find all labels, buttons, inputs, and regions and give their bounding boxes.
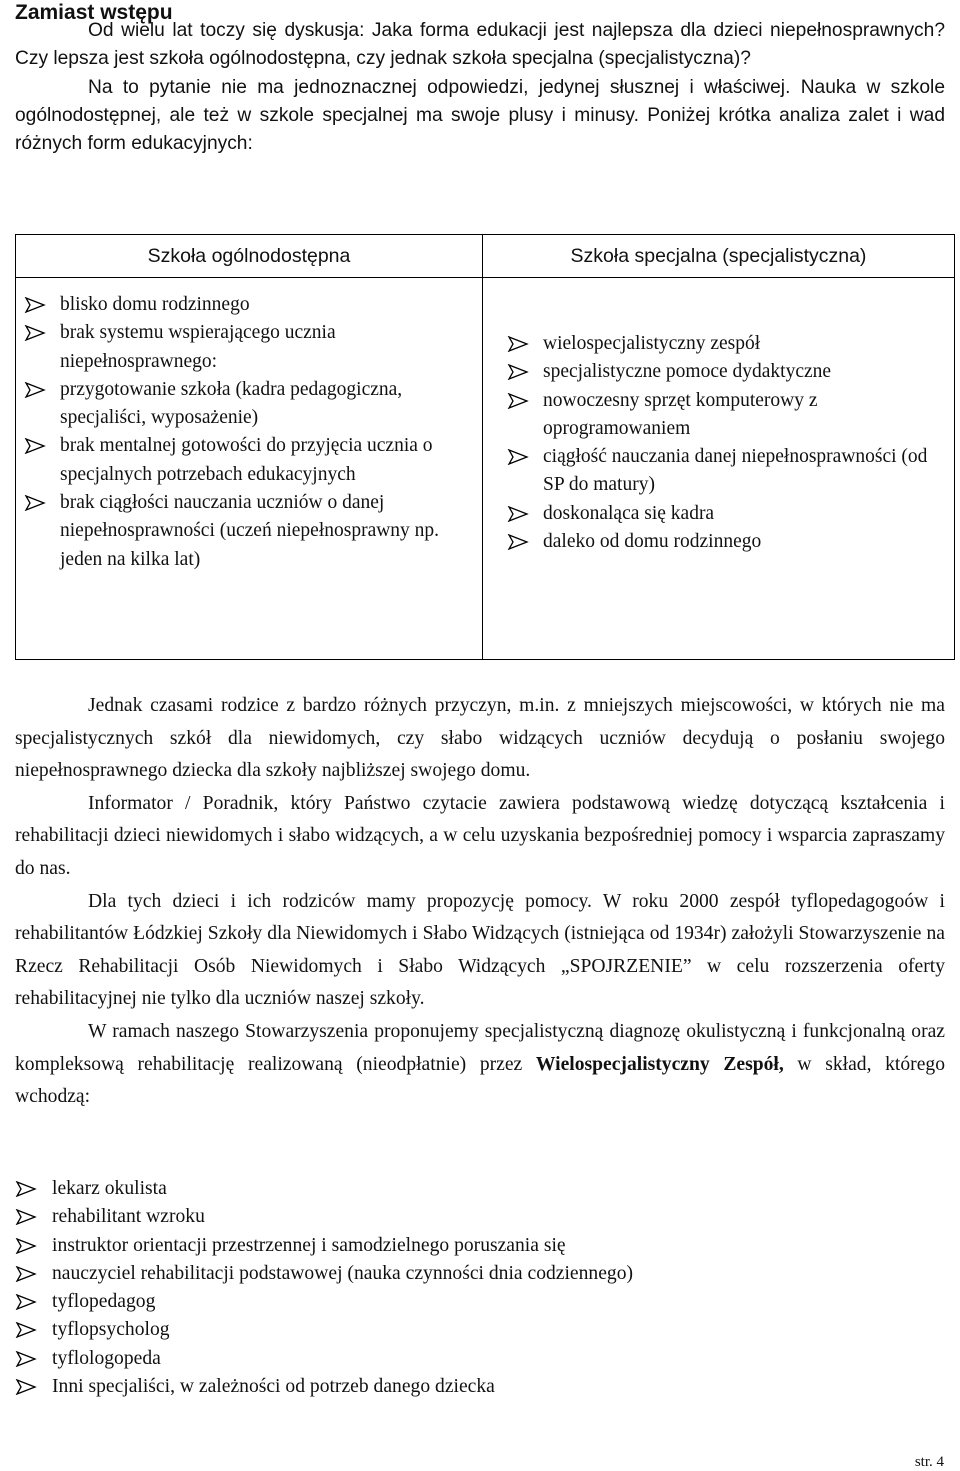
list-item: rehabilitant wzroku [15,1203,633,1231]
arrowhead-bullet-icon [15,1379,37,1395]
body-paragraph-1: Jednak czasami rodzice z bardzo różnych przyczyn, m.in. z mniejszych miejscowości, w których nie ma specjalistycznych szkół dla niewidomych, czy słabo widzących uczniów decydują o posłaniu swojego niepełnosprawnego dziecka dla szkoły najbliższej swojego domu. [15,695,945,782]
team-list [15,1175,633,1401]
list-item: doskonaląca się kadra [499,500,934,528]
right-column-list [483,278,954,556]
comparison-table [15,234,955,660]
body-section [15,690,945,1114]
arrowhead-bullet-icon [24,495,46,511]
list-item: przygotowanie szkoła (kadra pedagogiczna, specjaliści, wyposażenie) [16,376,452,433]
left-column-list [16,278,482,574]
arrowhead-bullet-icon [15,1209,37,1225]
arrowhead-bullet-icon [24,325,46,341]
arrowhead-bullet-icon [507,506,529,522]
list-item: tyflopedagog [15,1288,633,1316]
list-item: tyflopsycholog [15,1316,633,1344]
list-item: daleko od domu rodzinnego [499,528,934,556]
list-item: wielospecjalistyczny zespół [499,330,934,358]
left-column-header: Szkoła ogólnodostępna [16,235,483,278]
page-number: str. 4 [914,1454,944,1470]
arrowhead-bullet-icon [24,438,46,454]
list-item: specjalistyczne pomoce dydaktyczne [499,358,934,386]
arrowhead-bullet-icon [15,1322,37,1338]
intro-section [15,17,945,158]
arrowhead-bullet-icon [15,1266,37,1282]
body-paragraph-4-end: w skład, którego wchodzą: [15,1053,945,1108]
right-column-header: Szkoła specjalna (specjalistyczna) [483,235,955,278]
body-paragraph-2: Informator / Poradnik, który Państwo czytacie zawiera podstawową wiedzę dotyczącą kształcenia i rehabilitacji dzieci niewidomych i słabo widzących, a w celu uzyskania bezpośredniej pomocy i wsparcia zapraszamy do nas. [15,792,945,879]
arrowhead-bullet-icon [507,449,529,465]
body-paragraph-3: Dla tych dzieci i ich rodziców mamy propozycję pomocy. W roku 2000 zespół tyflopedagogoów i rehabilitantów Łódzkiej Szkoły dla Niewidomych i Słabo Widzących (istniejąca od 1934r) założyli Stowarzyszenie na Rzecz Rehabilitacji Osób Niewidomych i Słabo Widzących „SPOJRZENIE” w celu rozszerzenia oferty rehabilitacyjnej nie tylko dla uczniów naszej szkoły. [15,890,945,1010]
left-column-cell [16,278,483,660]
page-title: Zamiast wstępu [15,1,173,24]
list-item: brak mentalnej gotowości do przyjęcia ucznia o specjalnych potrzebach edukacyjnych [16,432,452,489]
list-item: nowoczesny sprzęt komputerowy z oprogramowaniem [499,387,934,444]
list-item: brak ciągłości nauczania uczniów o danej niepełnosprawności (uczeń niepełnosprawny np. jeden na kilka lat) [16,489,452,574]
list-item: brak systemu wspierającego ucznia niepełnosprawnego: [16,319,452,376]
body-paragraph-4 [15,1016,945,1114]
team-name: Wielospecjalistyczny Zespół, [535,1053,784,1075]
list-item: instruktor orientacji przestrzennej i samodzielnego poruszania się [15,1232,633,1260]
arrowhead-bullet-icon [15,1181,37,1197]
list-item: blisko domu rodzinnego [16,291,452,319]
right-column-cell [483,278,955,660]
arrowhead-bullet-icon [507,393,529,409]
arrowhead-bullet-icon [15,1351,37,1367]
arrowhead-bullet-icon [15,1238,37,1254]
list-item: lekarz okulista [15,1175,633,1203]
arrowhead-bullet-icon [15,1294,37,1310]
arrowhead-bullet-icon [507,336,529,352]
body-paragraph-4-start: W ramach naszego Stowarzyszenia proponujemy specjalistyczną diagnozę okulistyczną i funkcjonalną oraz kompleksową rehabilitację realizowaną (nieodpłatnie) przez [15,1020,945,1075]
list-item: tyflologopeda [15,1345,633,1373]
arrowhead-bullet-icon [24,297,46,313]
list-item: Inni specjaliści, w zależności od potrzeb danego dziecka [15,1373,633,1401]
list-item: nauczyciel rehabilitacji podstawowej (nauka czynności dnia codziennego) [15,1260,633,1288]
intro-paragraph-2: Na to pytanie nie ma jednoznacznej odpowiedzi, jedynej słusznej i właściwej. Nauka w szkole ogólnodostępnej, ale też w szkole specjalnej ma swoje plusy i minusy. Poniżej krótka analiza zalet i wad różnych form edukacyjnych: [15,76,945,155]
arrowhead-bullet-icon [507,534,529,550]
intro-paragraph-1: Od wielu lat toczy się dyskusja: Jaka forma edukacji jest najlepsza dla dzieci niepełnosprawnych? Czy lepsza jest szkoła ogólnodostępna, czy jednak szkoła specjalna (specjalistyczna)? [15,20,945,70]
list-item: ciągłość nauczania danej niepełnosprawności (od SP do matury) [499,443,934,500]
arrowhead-bullet-icon [24,382,46,398]
arrowhead-bullet-icon [507,364,529,380]
